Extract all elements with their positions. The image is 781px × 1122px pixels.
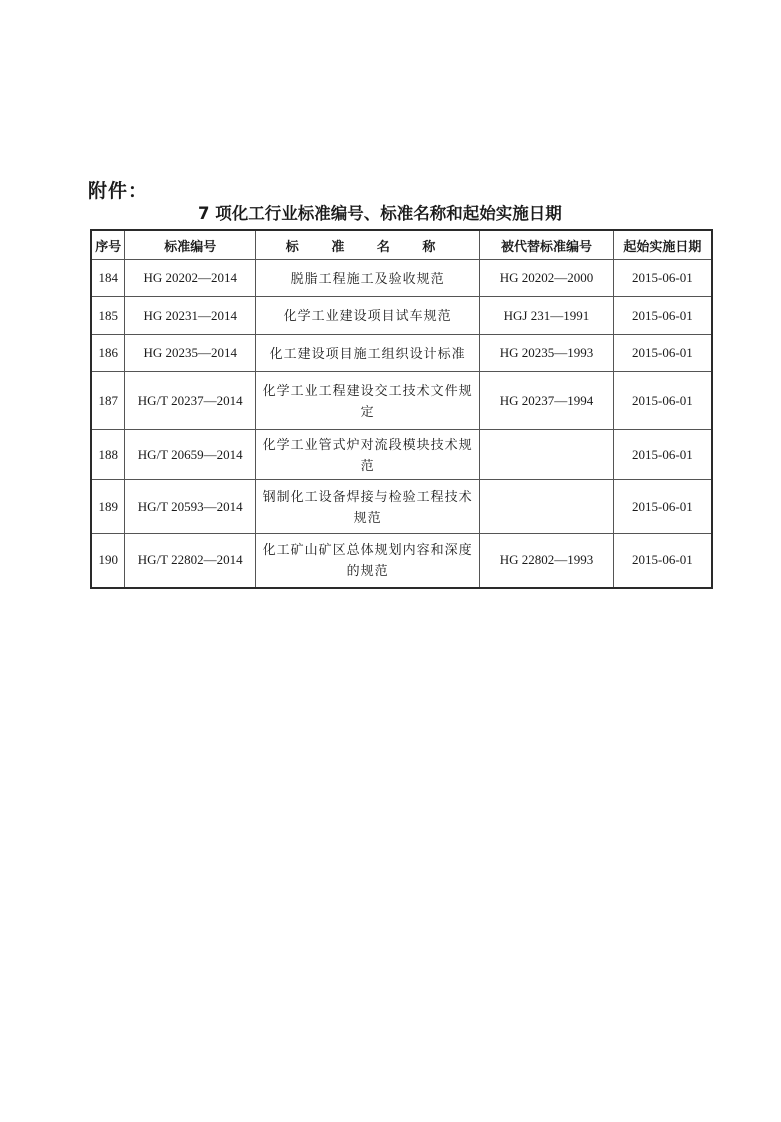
cell-standard-code: HG 20202—2014	[125, 260, 256, 297]
cell-serial-no: 189	[91, 480, 125, 534]
standards-table	[90, 229, 713, 589]
cell-serial-no: 188	[91, 430, 125, 480]
cell-effective-date: 2015-06-01	[613, 335, 712, 372]
cell-standard-code: HG 20235—2014	[125, 335, 256, 372]
table-row	[91, 480, 712, 534]
table-row	[91, 260, 712, 297]
header-standard-code: 标准编号	[125, 230, 256, 260]
table-header-row	[91, 230, 712, 260]
cell-replaced-code: HG 20237—1994	[480, 372, 614, 430]
cell-standard-code: HG/T 20659—2014	[125, 430, 256, 480]
cell-replaced-code	[480, 430, 614, 480]
cell-effective-date: 2015-06-01	[613, 260, 712, 297]
table-row	[91, 297, 712, 335]
cell-effective-date: 2015-06-01	[613, 430, 712, 480]
header-replaced-code: 被代替标准编号	[480, 230, 614, 260]
table-row	[91, 430, 712, 480]
cell-effective-date: 2015-06-01	[613, 534, 712, 588]
header-effective-date: 起始实施日期	[613, 230, 712, 260]
cell-standard-name: 化工矿山矿区总体规划内容和深度的规范	[256, 534, 480, 588]
header-serial-no: 序号	[91, 230, 125, 260]
cell-effective-date: 2015-06-01	[613, 480, 712, 534]
cell-standard-name: 化学工业工程建设交工技术文件规定	[256, 372, 480, 430]
cell-standard-code: HG/T 22802—2014	[125, 534, 256, 588]
cell-replaced-code: HG 22802—1993	[480, 534, 614, 588]
cell-serial-no: 186	[91, 335, 125, 372]
table-row	[91, 534, 712, 588]
cell-replaced-code	[480, 480, 614, 534]
cell-serial-no: 187	[91, 372, 125, 430]
cell-effective-date: 2015-06-01	[613, 372, 712, 430]
cell-standard-name: 化工建设项目施工组织设计标准	[256, 335, 480, 372]
cell-standard-name: 钢制化工设备焊接与检验工程技术规范	[256, 480, 480, 534]
document-title: 7 项化工行业标准编号、标准名称和起始实施日期	[198, 204, 562, 223]
cell-standard-name: 化学工业管式炉对流段模块技术规范	[256, 430, 480, 480]
cell-standard-name: 化学工业建设项目试车规范	[256, 297, 480, 335]
table-row	[91, 335, 712, 372]
cell-standard-code: HG/T 20593—2014	[125, 480, 256, 534]
cell-serial-no: 185	[91, 297, 125, 335]
cell-standard-name: 脱脂工程施工及验收规范	[256, 260, 480, 297]
cell-standard-code: HG/T 20237—2014	[125, 372, 256, 430]
attachment-label: 附件：	[88, 180, 149, 202]
cell-standard-code: HG 20231—2014	[125, 297, 256, 335]
cell-serial-no: 190	[91, 534, 125, 588]
cell-effective-date: 2015-06-01	[613, 297, 712, 335]
cell-replaced-code: HG 20235—1993	[480, 335, 614, 372]
cell-replaced-code: HGJ 231—1991	[480, 297, 614, 335]
table-row	[91, 372, 712, 430]
cell-serial-no: 184	[91, 260, 125, 297]
cell-replaced-code: HG 20202—2000	[480, 260, 614, 297]
header-standard-name: 标 准 名 称	[256, 230, 480, 260]
